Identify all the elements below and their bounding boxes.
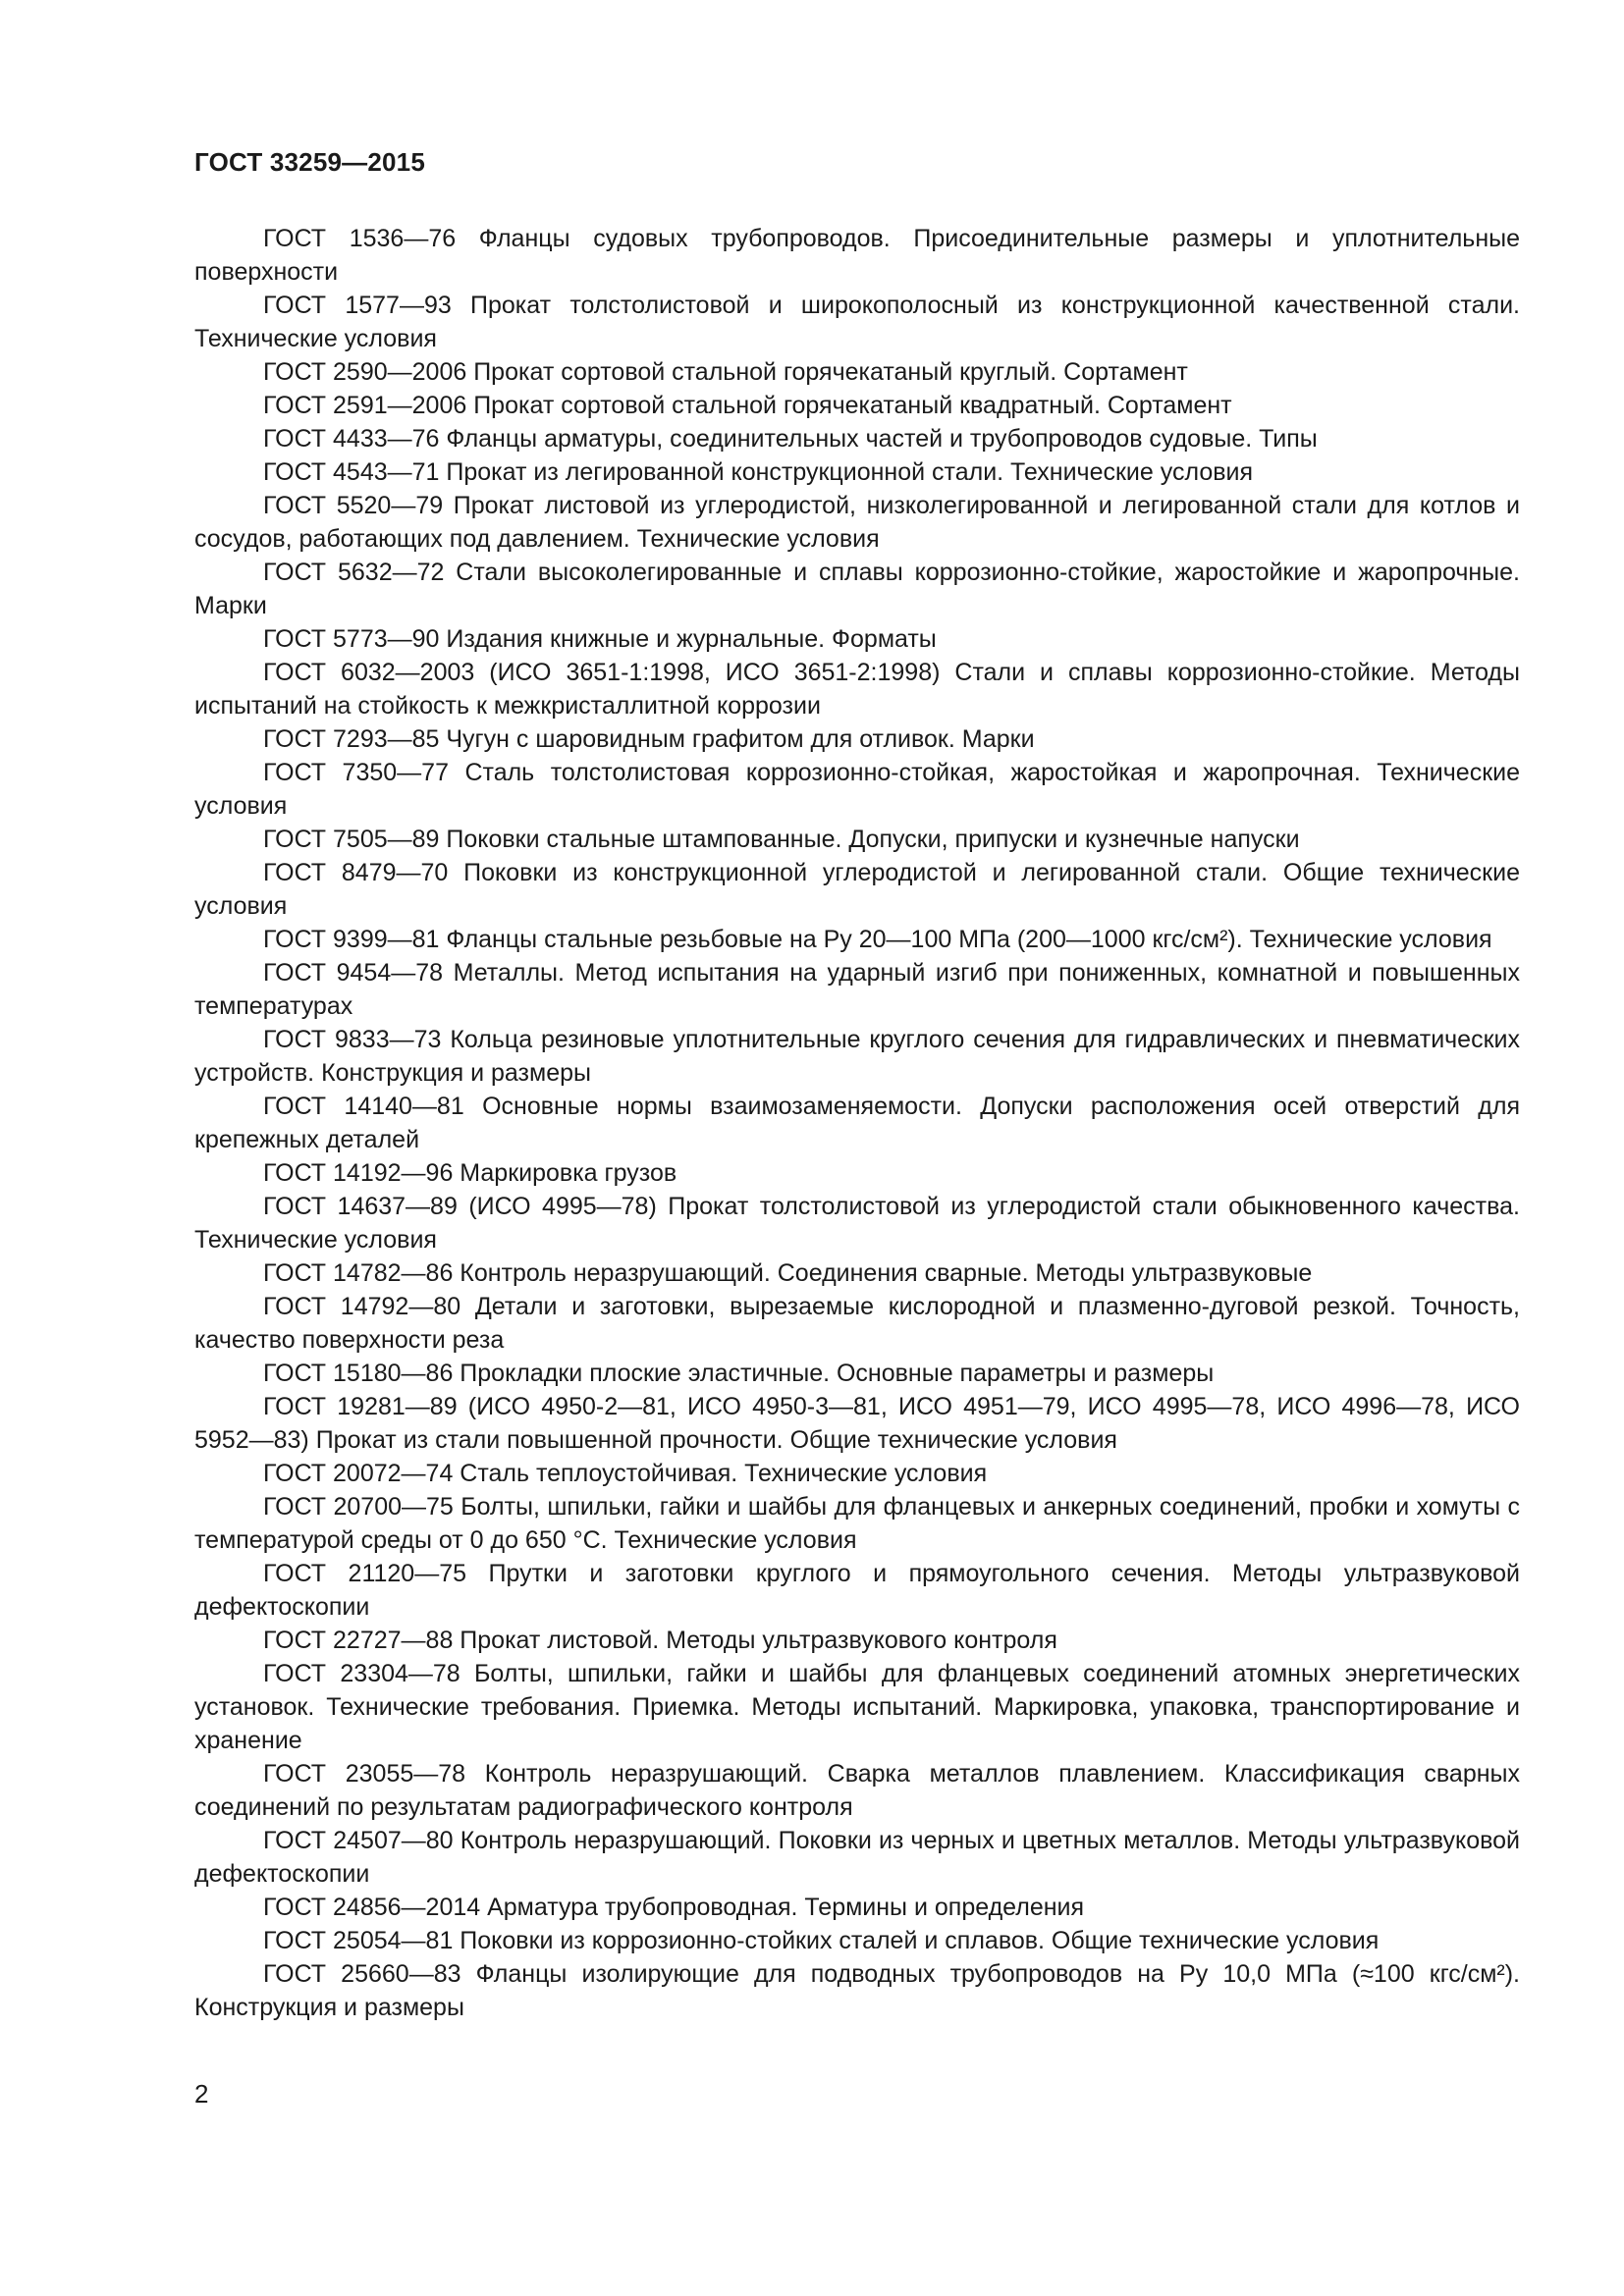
reference-item: ГОСТ 7505—89 Поковки стальные штампованные. Допуски, припуски и кузнечные напуски: [263, 826, 1300, 853]
reference-item: ГОСТ 7293—85 Чугун с шаровидным графитом для отливок. Марки: [263, 725, 1035, 753]
reference-item: ГОСТ 5632—72 Стали высоколегированные и сплавы коррозионно-стойкие, жаростойкие и жаропрочные. Марки: [194, 559, 1520, 619]
reference-item: ГОСТ 5520—79 Прокат листовой из углеродистой, низколегированной и легированной стали для котлов и сосудов, работающих под давлением. Технические условия: [194, 492, 1520, 553]
reference-item: ГОСТ 7350—77 Сталь толстолистовая коррозионно-стойкая, жаростойкая и жаропрочная. Технические условия: [194, 759, 1520, 820]
reference-item: ГОСТ 1577—93 Прокат толстолистовой и широкополосный из конструкционной качественной стали. Технические условия: [194, 292, 1520, 352]
document-code-header: ГОСТ 33259—2015: [194, 147, 425, 177]
reference-item: ГОСТ 6032—2003 (ИСО 3651-1:1998, ИСО 3651-2:1998) Стали и сплавы коррозионно-стойкие. Методы испытаний на стойкость к межкристаллитной коррозии: [194, 659, 1520, 720]
reference-item: ГОСТ 25054—81 Поковки из коррозионно-стойких сталей и сплавов. Общие технические условия: [263, 1927, 1380, 1954]
reference-item: ГОСТ 2591—2006 Прокат сортовой стальной горячекатаный квадратный. Сортамент: [263, 392, 1232, 419]
reference-item: ГОСТ 4543—71 Прокат из легированной конструкционной стали. Технические условия: [263, 458, 1254, 486]
reference-item: ГОСТ 14792—80 Детали и заготовки, вырезаемые кислородной и плазменно-дуговой резкой. Точность, качество поверхности реза: [194, 1293, 1520, 1354]
reference-item: ГОСТ 20700—75 Болты, шпильки, гайки и шайбы для фланцевых и анкерных соединений, пробки и хомуты с температурой среды от 0 до 650 °С. Технические условия: [194, 1493, 1520, 1554]
reference-item: ГОСТ 14782—86 Контроль неразрушающий. Соединения сварные. Методы ультразвуковые: [263, 1259, 1313, 1287]
reference-item: ГОСТ 25660—83 Фланцы изолирующие для подводных трубопроводов на Ру 10,0 МПа (≈100 кгс/см²). Конструкция и размеры: [194, 1960, 1520, 2021]
reference-item: ГОСТ 2590—2006 Прокат сортовой стальной горячекатаный круглый. Сортамент: [263, 358, 1188, 386]
reference-item: ГОСТ 22727—88 Прокат листовой. Методы ультразвукового контроля: [263, 1627, 1057, 1654]
reference-item: ГОСТ 23055—78 Контроль неразрушающий. Сварка металлов плавлением. Классификация сварных соединений по результатам радиографического контроля: [194, 1760, 1520, 1821]
reference-item: ГОСТ 4433—76 Фланцы арматуры, соединительных частей и трубопроводов судовые. Типы: [263, 425, 1318, 453]
reference-item: ГОСТ 20072—74 Сталь теплоустойчивая. Технические условия: [263, 1460, 988, 1487]
reference-item: ГОСТ 21120—75 Прутки и заготовки круглого и прямоугольного сечения. Методы ультразвуковой дефектоскопии: [194, 1560, 1520, 1621]
reference-item: ГОСТ 5773—90 Издания книжные и журнальные. Форматы: [263, 625, 937, 653]
reference-item: ГОСТ 15180—86 Прокладки плоские эластичные. Основные параметры и размеры: [263, 1360, 1215, 1387]
reference-item: ГОСТ 8479—70 Поковки из конструкционной углеродистой и легированной стали. Общие технические условия: [194, 859, 1520, 920]
normative-references-list: [194, 222, 1520, 2024]
reference-item: ГОСТ 23304—78 Болты, шпильки, гайки и шайбы для фланцевых соединений атомных энергетических установок. Технические требования. Приемка. Методы испытаний. Маркировка, упаковка, транспортирование и хранение: [194, 1660, 1520, 1754]
reference-item: ГОСТ 1536—76 Фланцы судовых трубопроводов. Присоединительные размеры и уплотнительные поверхности: [194, 225, 1520, 286]
reference-item: ГОСТ 9399—81 Фланцы стальные резьбовые на Ру 20—100 МПа (200—1000 кгс/см²). Технические условия: [263, 926, 1492, 953]
reference-item: ГОСТ 24856—2014 Арматура трубопроводная. Термины и определения: [263, 1894, 1085, 1921]
reference-item: ГОСТ 14637—89 (ИСО 4995—78) Прокат толстолистовой из углеродистой стали обыкновенного качества. Технические условия: [194, 1193, 1520, 1254]
reference-item: ГОСТ 24507—80 Контроль неразрушающий. Поковки из черных и цветных металлов. Методы ультразвуковой дефектоскопии: [194, 1827, 1520, 1888]
reference-item: ГОСТ 14140—81 Основные нормы взаимозаменяемости. Допуски расположения осей отверстий для крепежных деталей: [194, 1093, 1520, 1153]
reference-item: ГОСТ 19281—89 (ИСО 4950-2—81, ИСО 4950-3—81, ИСО 4951—79, ИСО 4995—78, ИСО 4996—78, ИСО 5952—83) Прокат из стали повышенной прочности. Общие технические условия: [194, 1393, 1520, 1454]
reference-item: ГОСТ 9833—73 Кольца резиновые уплотнительные круглого сечения для гидравлических и пневматических устройств. Конструкция и размеры: [194, 1026, 1520, 1087]
page-number: 2: [194, 2079, 209, 2109]
reference-item: ГОСТ 9454—78 Металлы. Метод испытания на ударный изгиб при пониженных, комнатной и повышенных температурах: [194, 959, 1520, 1020]
reference-item: ГОСТ 14192—96 Маркировка грузов: [263, 1159, 677, 1187]
